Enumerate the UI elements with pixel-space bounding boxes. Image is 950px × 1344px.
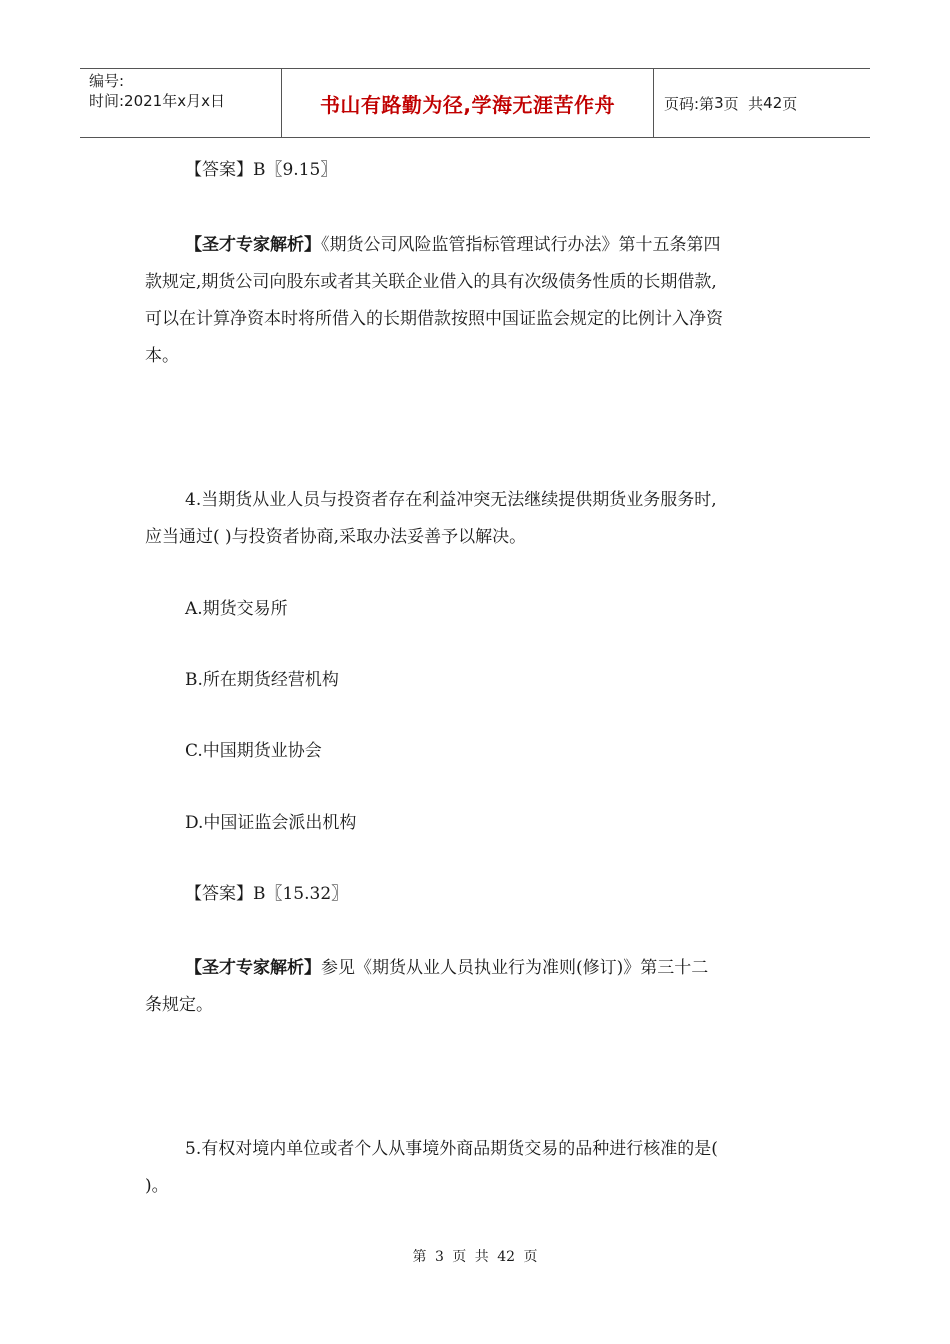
answer-2 [185,876,348,913]
analysis-1-line-3: 可以在计算净资本时将所借入的长期借款按照中国证监会规定的比例计入净资 [145,309,723,329]
header-page-info [654,69,870,137]
page-current: 3 [714,94,724,112]
analysis-1-line-1 [185,227,721,264]
header-motto: 书山有路勤为径,学海无涯苦作舟 [282,69,654,137]
analysis-2-line-2: 条规定。 [145,995,213,1015]
answer-1 [185,152,337,189]
code-label: 编号: [89,72,125,90]
page-total: 42 [763,94,783,112]
answer-tag: 【答案】 [185,160,253,180]
header-meta [80,69,282,137]
analysis-2-line-1 [185,950,708,987]
page-mid: 页 共 [723,94,764,113]
analysis-tag: 【圣才专家解析】 [185,235,321,255]
analysis-tag: 【圣才专家解析】 [185,958,321,978]
question-4-line-2: 应当通过( )与投资者协商,采取办法妥善予以解决。 [145,527,527,547]
analysis-text: 参见《期货从业人员执业行为准则(修订)》第三十二 [321,958,709,978]
analysis-text: 《期货公司风险监管指标管理试行办法》第十五条第四 [321,235,721,255]
answer-value: B〖15.32〗 [253,884,349,904]
question-5-line-1: 5.有权对境内单位或者个人从事境外商品期货交易的品种进行核准的是( [185,1139,718,1159]
option-b: B.所在期货经营机构 [185,670,339,690]
analysis-1-line-4: 本。 [145,346,179,366]
date-label: 时间:2021年x月x日 [89,92,225,110]
option-d: D.中国证监会派出机构 [185,813,357,833]
analysis-1-line-2: 款规定,期货公司向股东或者其关联企业借入的具有次级债务性质的长期借款, [145,272,717,292]
page-prefix: 页码:第 [664,94,715,113]
question-5-line-2: )。 [145,1176,169,1196]
question-4-line-1: 4.当期货从业人员与投资者存在利益冲突无法继续提供期货业务服务时, [185,490,717,510]
page-header [80,68,870,138]
option-a: A.期货交易所 [185,599,288,619]
page-footer: 第 3 页 共 42 页 [412,1249,538,1265]
page-suffix: 页 [782,94,798,113]
answer-value: B〖9.15〗 [253,160,338,180]
answer-tag: 【答案】 [185,884,253,904]
option-c: C.中国期货业协会 [185,741,322,761]
